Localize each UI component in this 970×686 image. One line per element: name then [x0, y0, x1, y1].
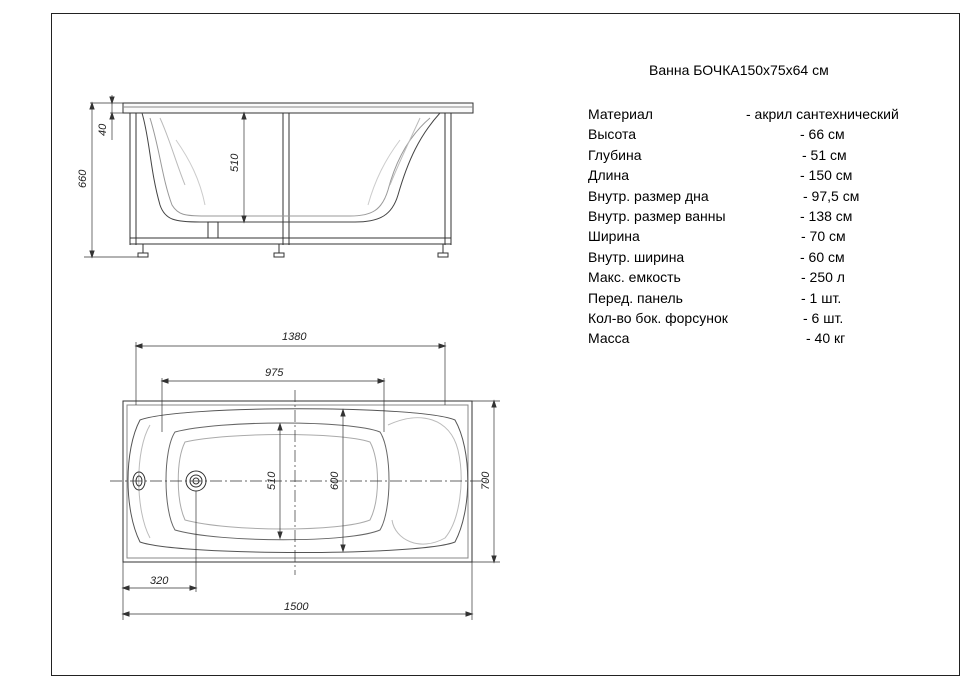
feet — [138, 244, 448, 257]
dim-inner-depth: 510 — [229, 153, 241, 172]
side-view — [84, 95, 473, 257]
spec-name: Глубина — [588, 146, 642, 163]
spec-name: Высота — [588, 126, 637, 143]
spec-name: Масса — [588, 330, 630, 347]
spec-name: Внутр. ширина — [588, 248, 685, 265]
spec-name: Перед. панель — [588, 289, 683, 306]
dim-total-length: 1500 — [284, 601, 309, 613]
spec-name: Кол-во бок. форсунок — [588, 309, 728, 326]
dim-total-width: 700 — [480, 471, 492, 490]
dim-total-height: 660 — [77, 169, 89, 188]
spec-name: Материал — [588, 106, 653, 122]
dim-bottom-length: 975 — [265, 367, 284, 379]
side-rim — [123, 103, 473, 113]
spec-value: - акрил сантехнический — [746, 106, 899, 122]
spec-name: Внутр. размер ванны — [588, 207, 726, 224]
spec-value: - 40 кг — [806, 330, 846, 347]
dim-rim-height: 40 — [97, 123, 109, 136]
dim-inner-width: 600 — [329, 471, 341, 490]
spec-name: Макс. емкость — [588, 269, 681, 286]
top-view — [110, 342, 500, 620]
spec-name: Длина — [588, 167, 629, 184]
spec-value: - 6 шт. — [803, 309, 844, 326]
spec-value: - 1 шт. — [801, 289, 842, 306]
spec-name: Внутр. размер дна — [588, 187, 709, 204]
spec-value: - 51 см — [802, 146, 847, 163]
dim-drain-offset: 320 — [150, 575, 169, 587]
spec-value: - 60 см — [800, 248, 845, 265]
spec-value: - 97,5 см — [803, 187, 860, 204]
spec-value: - 66 см — [800, 126, 845, 143]
spec-value: - 138 см — [800, 207, 853, 224]
spec-value: - 70 см — [801, 228, 846, 245]
dim-bottom-width: 510 — [266, 471, 278, 490]
drawing-title: Ванна БОЧКА150х75х64 см — [649, 62, 829, 78]
dim-inner-length: 1380 — [282, 331, 307, 343]
spec-name: Ширина — [588, 228, 640, 245]
spec-value: - 150 см — [800, 167, 853, 184]
tub-outline — [123, 401, 472, 562]
spec-value: - 250 л — [801, 269, 845, 286]
